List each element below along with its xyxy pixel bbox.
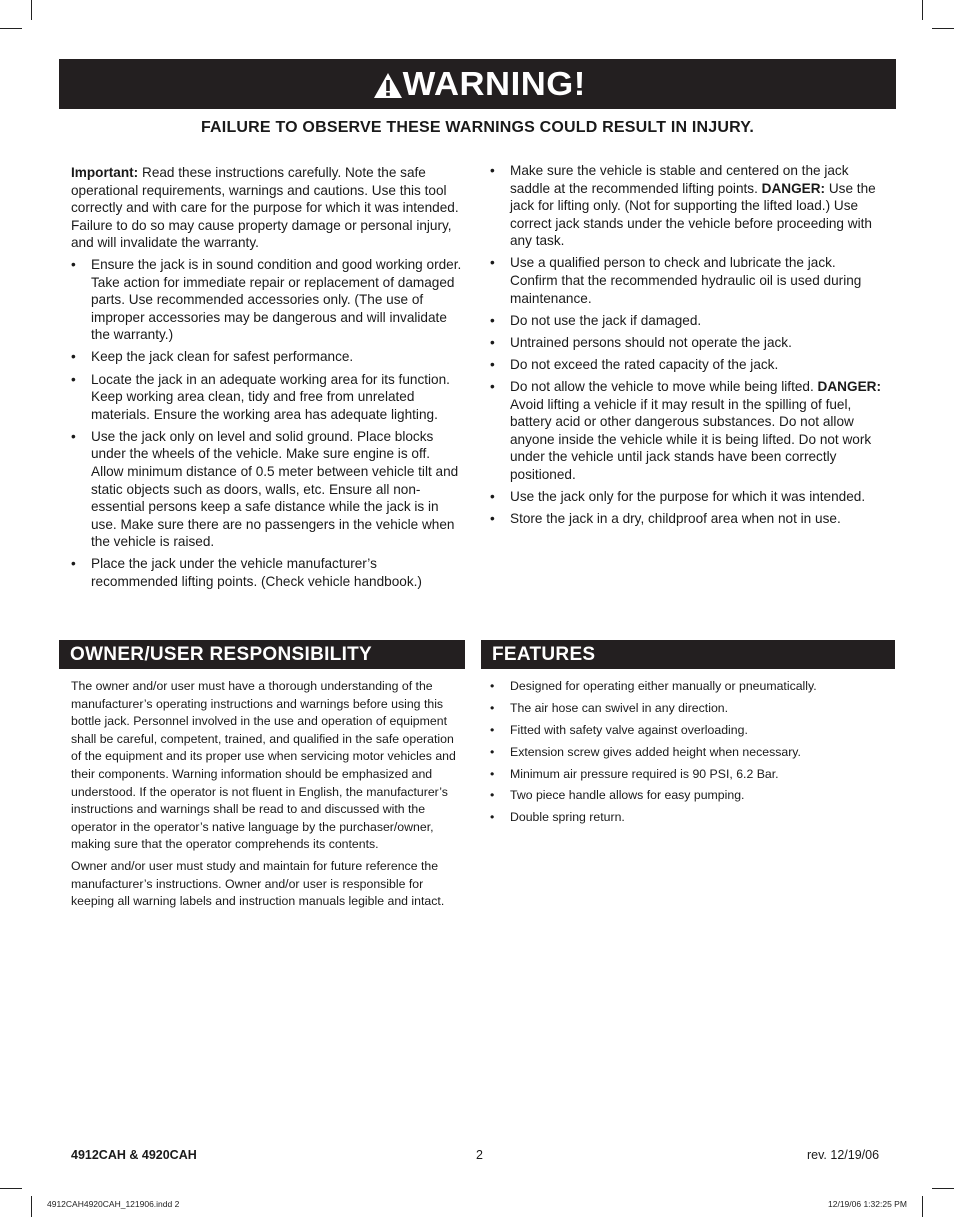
list-item xyxy=(71,428,465,551)
bullet-icon: • xyxy=(490,379,495,395)
feature-item xyxy=(490,722,890,740)
list-item xyxy=(490,510,885,528)
list-item xyxy=(490,356,885,374)
bullet-icon: • xyxy=(71,371,76,387)
bullet-icon: • xyxy=(490,810,495,825)
bullet-icon: • xyxy=(490,722,495,737)
owner-paragraph: The owner and/or user must have a thorough understanding of the manufacturer’s operating instructions and warnings before using this bottle jack. Personnel involved in the use and operation of equipment shall be careful, competent, trained, and qualified in the safe operation of the equipment and its proper use when servicing motor vehicles and their components. Warning information should be emphasized and understood. If the operator is not fluent in English, the manufacturer’s instructions and warnings shall be read to and discussed with the operator in the operator’s native language by the purchaser/owner, making sure that the operator comprehends its contents. xyxy=(71,679,456,852)
feature-item xyxy=(490,678,890,696)
warnings-left-column xyxy=(71,164,465,595)
list-item-text: Use the jack only on level and solid ground. Place blocks under the wheels of the vehicle. Make sure engine is off. Allow minimum distance of 0.5 meter between vehicle tilt and static objects such as doors, walls, etc. Ensure all non-essential persons keep a safe distance while the jack is in use. Make sure there are no passengers in the vehicle when the vehicle is raised. xyxy=(91,428,459,550)
slug-timestamp: 12/19/06 1:32:25 PM xyxy=(828,1199,907,1209)
crop-mark xyxy=(31,0,32,20)
crop-mark xyxy=(922,1196,923,1217)
danger-label: DANGER: xyxy=(817,379,881,395)
feature-item-text: The air hose can swivel in any direction. xyxy=(510,700,729,715)
warning-banner-content xyxy=(373,65,587,103)
bullet-icon: • xyxy=(71,428,76,444)
list-item xyxy=(71,256,465,344)
bullet-icon: • xyxy=(490,356,495,372)
owner-paragraph: Owner and/or user must study and maintain for future reference the manufacturer’s instructions. Owner and/or user is responsible for keeping all warning labels and instruction manuals legible and intact. xyxy=(71,858,445,909)
list-item-text: Make sure the vehicle is stable and centered on the jack saddle at the recommended lifting points. xyxy=(510,163,849,196)
bullet-icon: • xyxy=(490,766,495,781)
crop-mark xyxy=(922,0,923,20)
footer-revision: rev. 12/19/06 xyxy=(807,1148,880,1162)
bullet-icon: • xyxy=(71,556,76,572)
bullet-icon: • xyxy=(71,256,76,272)
bullet-icon: • xyxy=(490,788,495,803)
bullet-icon: • xyxy=(490,700,495,715)
features-section-heading: FEATURES xyxy=(481,640,895,669)
warnings-right-column xyxy=(490,162,885,532)
list-item-text: Locate the jack in an adequate working area for its function. Keep working area clean, tidy and free from unrelated materials. Ensure the working area has adequate lighting. xyxy=(91,371,450,422)
intro-paragraph xyxy=(71,164,465,252)
warning-banner xyxy=(59,59,896,109)
list-item-text: Untrained persons should not operate the jack. xyxy=(510,334,792,350)
feature-item xyxy=(490,787,890,805)
list-item xyxy=(490,488,885,506)
list-item-text: Ensure the jack is in sound condition and good working order. Take action for immediate repair or replacement of damaged parts. Use recommended accessories only. (The use of improper accessories may be dangerous and will invalidate the warranty.) xyxy=(91,256,462,343)
list-item xyxy=(71,371,465,424)
list-item-text: Do not use the jack if damaged. xyxy=(510,312,702,328)
list-item-text: Do not exceed the rated capacity of the jack. xyxy=(510,356,779,372)
list-item-text: Use the jack only for the purpose for which it was intended. xyxy=(510,489,866,505)
intro-text: Read these instructions carefully. Note the safe operational requirements, warnings and cautions. Use this tool correctly and with care for the purpose for which it was intended. Failure to do so may cause property damage or personal injury, and will invalidate the warranty. xyxy=(71,165,459,251)
owner-section-heading: OWNER/USER RESPONSIBILITY xyxy=(59,640,465,669)
bullet-icon: • xyxy=(490,334,495,350)
features-list xyxy=(490,678,890,831)
intro-label: Important: xyxy=(71,165,139,180)
feature-item-text: Double spring return. xyxy=(510,810,625,825)
crop-mark xyxy=(932,28,954,29)
list-item xyxy=(490,162,885,250)
feature-item xyxy=(490,744,890,762)
list-item xyxy=(490,378,885,484)
crop-mark xyxy=(0,1188,22,1189)
warning-subheading: FAILURE TO OBSERVE THESE WARNINGS COULD RESULT IN INJURY. xyxy=(200,119,755,136)
crop-mark xyxy=(0,28,22,29)
feature-item xyxy=(490,766,890,784)
list-item-text: Avoid lifting a vehicle if it may result in the spilling of fuel, battery acid or other dangerous substances. Do not allow anyone inside the vehicle while it is being lifted. Do not work under the vehicle until jack stands have been correctly positioned. xyxy=(510,396,872,482)
list-item xyxy=(71,348,465,366)
list-item-text: Do not allow the vehicle to move while being lifted. xyxy=(510,379,818,395)
danger-label: DANGER: xyxy=(761,180,826,196)
footer-model-number: 4912CAH & 4920CAH xyxy=(71,1148,197,1162)
bullet-icon: • xyxy=(490,489,495,505)
slug-filename: 4912CAH4920CAH_121906.indd 2 xyxy=(47,1199,180,1209)
list-item xyxy=(490,254,885,307)
bullet-icon: • xyxy=(490,679,495,693)
bullet-icon: • xyxy=(490,312,495,328)
warning-triangle-icon xyxy=(373,72,403,99)
list-item xyxy=(490,312,885,330)
list-item-text: Keep the jack clean for safest performance. xyxy=(91,349,354,365)
footer-page-number: 2 xyxy=(476,1148,483,1162)
feature-item-text: Two piece handle allows for easy pumping. xyxy=(510,788,745,803)
feature-item xyxy=(490,700,890,718)
list-item-text: Use a qualified person to check and lubricate the jack. Confirm that the recommended hydraulic oil is used during maintenance. xyxy=(510,255,862,306)
feature-item xyxy=(490,809,890,827)
crop-mark xyxy=(932,1188,954,1189)
bullet-icon: • xyxy=(490,744,495,759)
feature-item-text: Designed for operating either manually or pneumatically. xyxy=(510,679,817,693)
bullet-icon: • xyxy=(490,163,495,178)
bullet-icon: • xyxy=(71,349,76,365)
owner-section-body xyxy=(71,678,467,915)
feature-item-text: Fitted with safety valve against overloading. xyxy=(510,722,748,737)
feature-item-text: Extension screw gives added height when necessary. xyxy=(510,744,801,759)
warning-title: WARNING! xyxy=(402,65,587,102)
bullet-icon: • xyxy=(490,255,495,271)
list-item-text: Store the jack in a dry, childproof area when not in use. xyxy=(510,511,841,527)
list-item-text: Use the jack for lifting only. (Not for supporting the lifted load.) Use correct jack stands under the vehicle before proceeding with any task. xyxy=(510,180,876,249)
bullet-icon: • xyxy=(490,511,495,527)
list-item xyxy=(490,334,885,352)
list-item xyxy=(71,555,465,590)
feature-item-text: Minimum air pressure required is 90 PSI, 6.2 Bar. xyxy=(510,766,779,781)
list-item-text: Place the jack under the vehicle manufacturer’s recommended lifting points. (Check vehicle handbook.) xyxy=(91,556,422,590)
crop-mark xyxy=(31,1196,32,1217)
